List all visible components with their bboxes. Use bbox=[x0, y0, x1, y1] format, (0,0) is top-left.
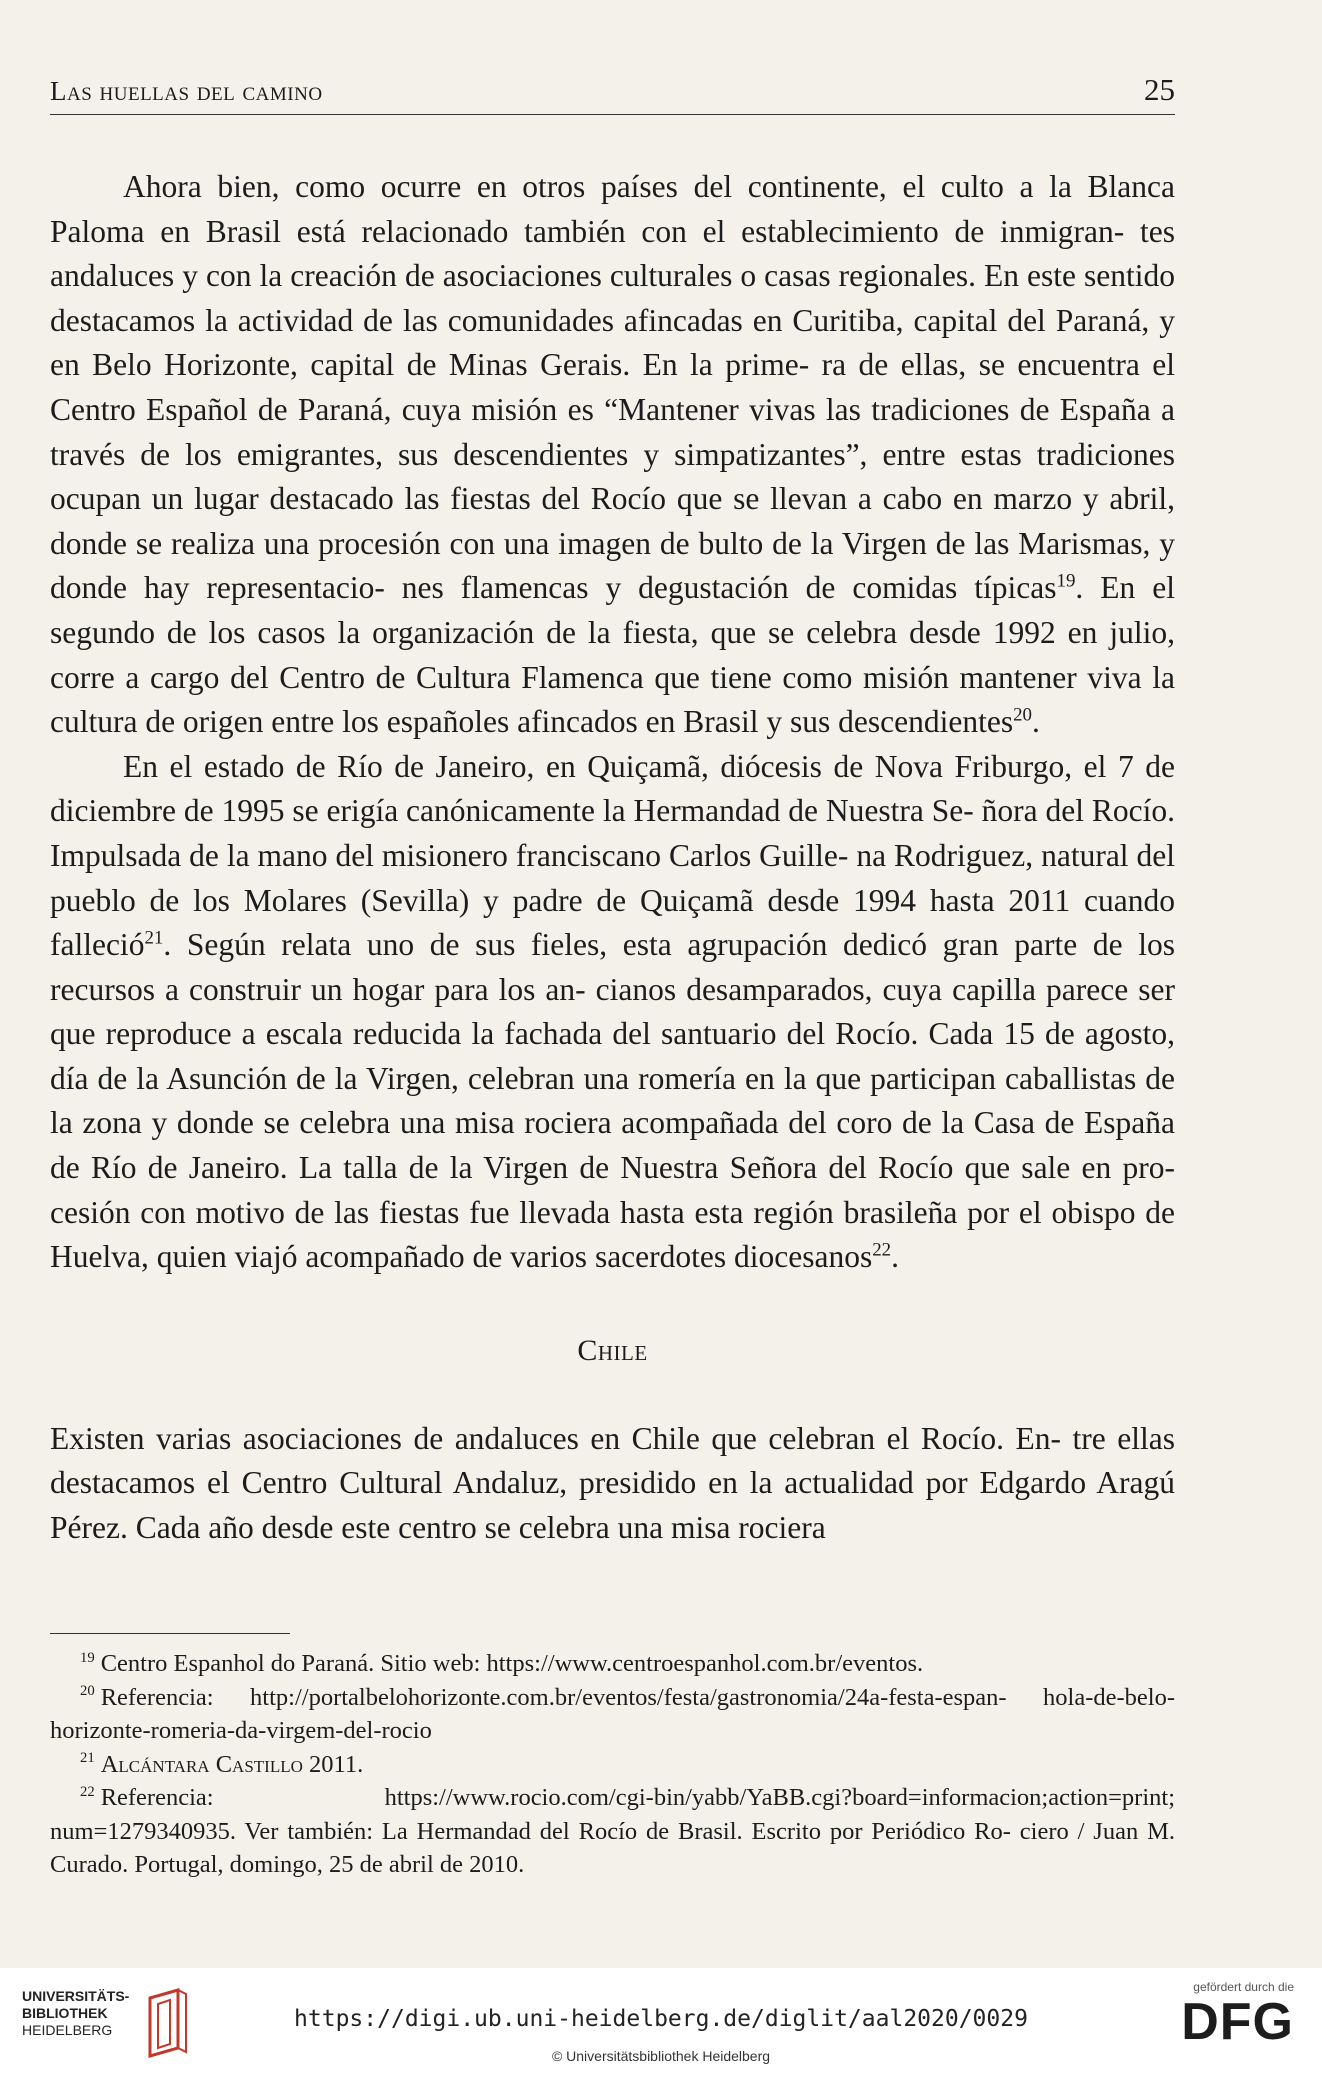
dfg-wordmark: DFG bbox=[1181, 1993, 1294, 2051]
paragraph-text: . bbox=[891, 1239, 899, 1275]
copyright-notice: © Universitätsbibliothek Heidelberg bbox=[551, 2048, 771, 2064]
footnote-22 bbox=[50, 1781, 1175, 1882]
footnote-number: 20 bbox=[80, 1683, 95, 1700]
dfg-funding-logo[interactable] bbox=[1164, 1980, 1294, 2080]
page-header bbox=[50, 72, 1175, 115]
footnote-number: 22 bbox=[80, 1783, 95, 1800]
section-heading-chile: Chile bbox=[577, 1333, 648, 1367]
footnote-ref-19[interactable]: 19 bbox=[1056, 570, 1076, 592]
viewer-footer bbox=[0, 1968, 1322, 2089]
footnote-text: Referencia: http://portalbelohorizonte.com.br/eventos/festa/gastronomia/24a-festa-espan- hola-de-belo-horizonte-romeria-da-virgem-del-rocio bbox=[50, 1683, 1175, 1744]
library-line: UNIVERSITÄTS- bbox=[22, 1988, 130, 2004]
permalink-url[interactable]: https://digi.ub.uni-heidelberg.de/diglit/aal2020/0029 bbox=[294, 2006, 1028, 2032]
paragraph-chile: Existen varias asociaciones de andaluces en Chile que celebran el Rocío. En- tre ellas destacamos el Centro Cultural Andaluz, presidido en la actualidad por Edgardo Aragú Pérez. Cada año desde este centro se celebra una misa rociera bbox=[50, 1420, 1175, 1546]
page-number: 25 bbox=[1144, 72, 1175, 107]
body-text bbox=[50, 165, 1175, 1551]
paragraph-text: En el estado de Río de Janeiro, en Quiçamã, diócesis de Nova Friburgo, el 7 de diciembre de 1995 se erigía canónicamente la Hermandad de Nuestra Se- ñora del Rocío. Impulsada de la mano del misionero franciscano Carlos Guille- na Rodriguez, natural del pueblo de los Molares (Sevilla) y padre de Quiçamã desde 1994 hasta 2011 cuando falleció bbox=[50, 748, 1175, 963]
footnote-ref-21[interactable]: 21 bbox=[144, 927, 164, 949]
footnote-20 bbox=[50, 1681, 1175, 1748]
footnote-number: 19 bbox=[80, 1649, 95, 1666]
footnotes bbox=[50, 1647, 1175, 1882]
footnote-text: Alcántara Castillo 2011. bbox=[100, 1750, 364, 1778]
footnote-21 bbox=[50, 1748, 1175, 1782]
paragraph-brasil-1 bbox=[50, 165, 1175, 745]
paragraph-text: . Según relata uno de sus fieles, esta agrupación dedicó gran parte de los recursos a construir un hogar para los an- cianos desamparados, cuya capilla parece ser que reproduce a escala reducida la fachada del santuario del Rocío. Cada 15 de agosto, día de la Asunción de la Virgen, celebran una romería en la que participan caballistas de la zona y donde se celebra una misa rociera acompañada del coro de la Casa de España de Río de Janeiro. La talla de la Virgen de Nuestra Señora del Rocío que sale en pro- cesión con motivo de las fiestas fue llevada hasta esta región brasileña por el obispo de Huelva, quien viajó acompañado de varios sacerdotes diocesanos bbox=[50, 927, 1175, 1275]
paragraph-text: Ahora bien, como ocurre en otros países del continente, el culto a la Blanca Paloma en Brasil está relacionado también con el establecimiento de inmigran- tes andaluces y con la creación de asociaciones culturales o casas regionales. En este sentido destacamos la actividad de las comunidades afincadas en Curitiba, capital del Paraná, y en Belo Horizonte, capital de Minas Gerais. En la prime- ra de ellas, se encuentra el Centro Español de Paraná, cuya misión es “Mantener vivas las tradiciones de España a través de los emigrantes, sus descendientes y simpatizantes”, entre estas tradiciones ocupan un lugar destacado las fiestas del Rocío que se llevan a cabo en marzo y abril, donde se realiza una procesión con una imagen de bulto de la Virgen de las Marismas, y donde hay representacio- nes flamencas y degustación de comidas típicas bbox=[50, 169, 1175, 606]
funding-caption: gefördert durch die bbox=[1193, 1980, 1294, 1994]
footnote-divider bbox=[50, 1633, 290, 1634]
footnote-19 bbox=[50, 1647, 1175, 1681]
paragraph-text: . En el segundo de los casos la organización de la fiesta, que se celebra desde 1992 en julio, corre a cargo del Centro de Cultura Flamenca que tiene como misión mantener viva la cultura de origen entre los españoles afincados en Brasil y sus descendientes bbox=[50, 570, 1175, 740]
footnote-number: 21 bbox=[80, 1750, 95, 1767]
footnote-text: Referencia: https://www.rocio.com/cgi-bin/yabb/YaBB.cgi?board=informacion;action=print; num=1279340935. Ver también: La Hermandad del Rocío de Brasil. Escrito por Periódico Ro- ciero / Juan M. Curado. Portugal, domingo, 25 de abril de 2010. bbox=[50, 1784, 1175, 1878]
footnote-ref-22[interactable]: 22 bbox=[872, 1239, 892, 1261]
paragraph-brasil-2 bbox=[50, 745, 1175, 1280]
paragraph-text: . bbox=[1031, 704, 1040, 740]
library-line: HEIDELBERG bbox=[22, 2022, 113, 2038]
footnote-text: Centro Espanhol do Paraná. Sitio web: https://www.centroespanhol.com.br/eventos. bbox=[100, 1650, 924, 1677]
library-line: BIBLIOTHEK bbox=[22, 2005, 108, 2021]
running-title: Las huellas del camino bbox=[50, 76, 323, 106]
footnote-ref-20[interactable]: 20 bbox=[1013, 704, 1032, 726]
